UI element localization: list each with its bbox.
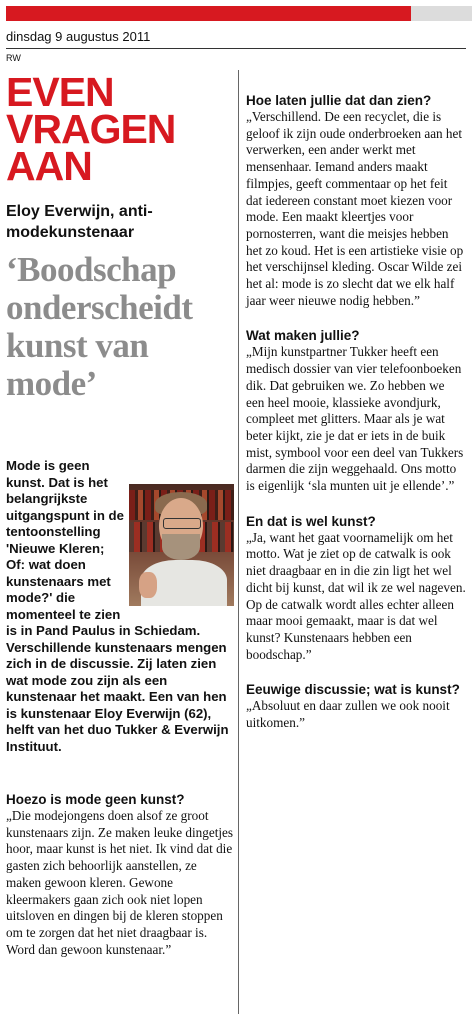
top-red-bar xyxy=(6,6,411,21)
answer: „Mijn kunstpartner Tukker heeft een medisch dossier van vier telefoonboeken dik. Dat gebruiken we. Zo hebben we een heel mooie, klassieke avondjurk, compleet met glitters. Maar als je wat beter kijkt, zie je dat er iets in de buik mist, symbool voor een deel van Tukkers darmen die zijn weggehaald. Ons motto is eigenlijk ‘sla munten uit je ellende’.” xyxy=(246,344,464,494)
kicker-line: VRAGEN xyxy=(6,106,176,152)
question: En dat is wel kunst? xyxy=(246,513,376,529)
section-kicker xyxy=(6,69,226,189)
column-divider xyxy=(238,70,239,1014)
headline: ‘Boodschap onderscheidt kunst van mode’ xyxy=(6,250,193,403)
kicker-line: EVEN xyxy=(6,69,114,115)
intro-paragraph xyxy=(6,458,234,755)
intro-text: Mode is geen kunst. Dat is het belangrijkste uitgangspunt in de tentoonstelling 'Nieuwe Kleren; Of: wat doen kunstenaars met mode?' die momenteel te zien is in Pand Paulus in Schiedam. Verschillende kunstenaars mengen zich in de discussie. Zij laten zien wat mode zou zijn als een kunstenaar het maakt. Een van hen is kunstenaar Eloy Everwijn (62), helft van het duo Tukker & Everwijn Instituut. xyxy=(6,458,229,754)
header-rule xyxy=(6,48,466,49)
portrait-photo xyxy=(129,484,234,606)
publication-date: dinsdag 9 augustus 2011 xyxy=(6,29,151,44)
portrait-beard xyxy=(162,534,200,560)
qa-column xyxy=(246,92,466,750)
question: Eeuwige discussie; wat is kunst? xyxy=(246,682,460,698)
answer: „Ja, want het gaat voornamelijk om het motto. Wat je ziet op de catwalk is ook niet draagbaar en in die zin ligt het wel dicht bij kunst, dat wil ik ze wel nageven. Op de catwalk wordt alles echter alleen maar mooi gemaakt, maar is dat wel kunst? Kunstenaars hebben een boodschap.” xyxy=(246,529,466,662)
answer: „Absoluut en daar zullen we ook nooit uitkomen.” xyxy=(246,698,450,731)
portrait-glasses xyxy=(163,518,201,529)
portrait-hand xyxy=(139,572,157,598)
question: Wat maken jullie? xyxy=(246,328,360,344)
top-gray-bar xyxy=(411,6,472,21)
kicker-line: AAN xyxy=(6,143,92,189)
qa-block xyxy=(6,791,234,976)
interview-subject: Eloy Everwijn, anti-modekunstenaar xyxy=(6,203,153,241)
author-initials: RW xyxy=(6,53,21,63)
question: Hoe laten jullie dat dan zien? xyxy=(246,93,432,108)
answer: „Verschillend. De een recyclet, die is geloof ik zijn oude onderbroeken aan het verwerken, een ander werkt met mensenhaar. Iemand anders maakt filmpjes, geeft commentaar op het feit dat iedereen constant moet kiezen voor mode. Een maakt kleertjes voor pornosterren, want die meisjes hebben het zo koud. Het is een artistieke visie op het verschijnsel kleding. Oscar Wilde zei het al: mode is zo slecht dat we elk half jaar weer nieuwe nodig hebben.” xyxy=(246,109,464,308)
answer: „Die modejongens doen alsof ze groot kunstenaars zijn. Ze maken leuke dingetjes hoor, maar kunst is het niet. Ik vind dat die gasten zich behoorlijk aanstellen, ze maken gewoon kleren. Gewone kleermakers gaan zich ook niet lopen uitsloven en dingen bij de kleren stoppen om te zorgen dat het niet draagbaar is. Word dan gewoon kunstenaar.” xyxy=(6,808,234,957)
question: Hoezo is mode geen kunst? xyxy=(6,792,185,807)
